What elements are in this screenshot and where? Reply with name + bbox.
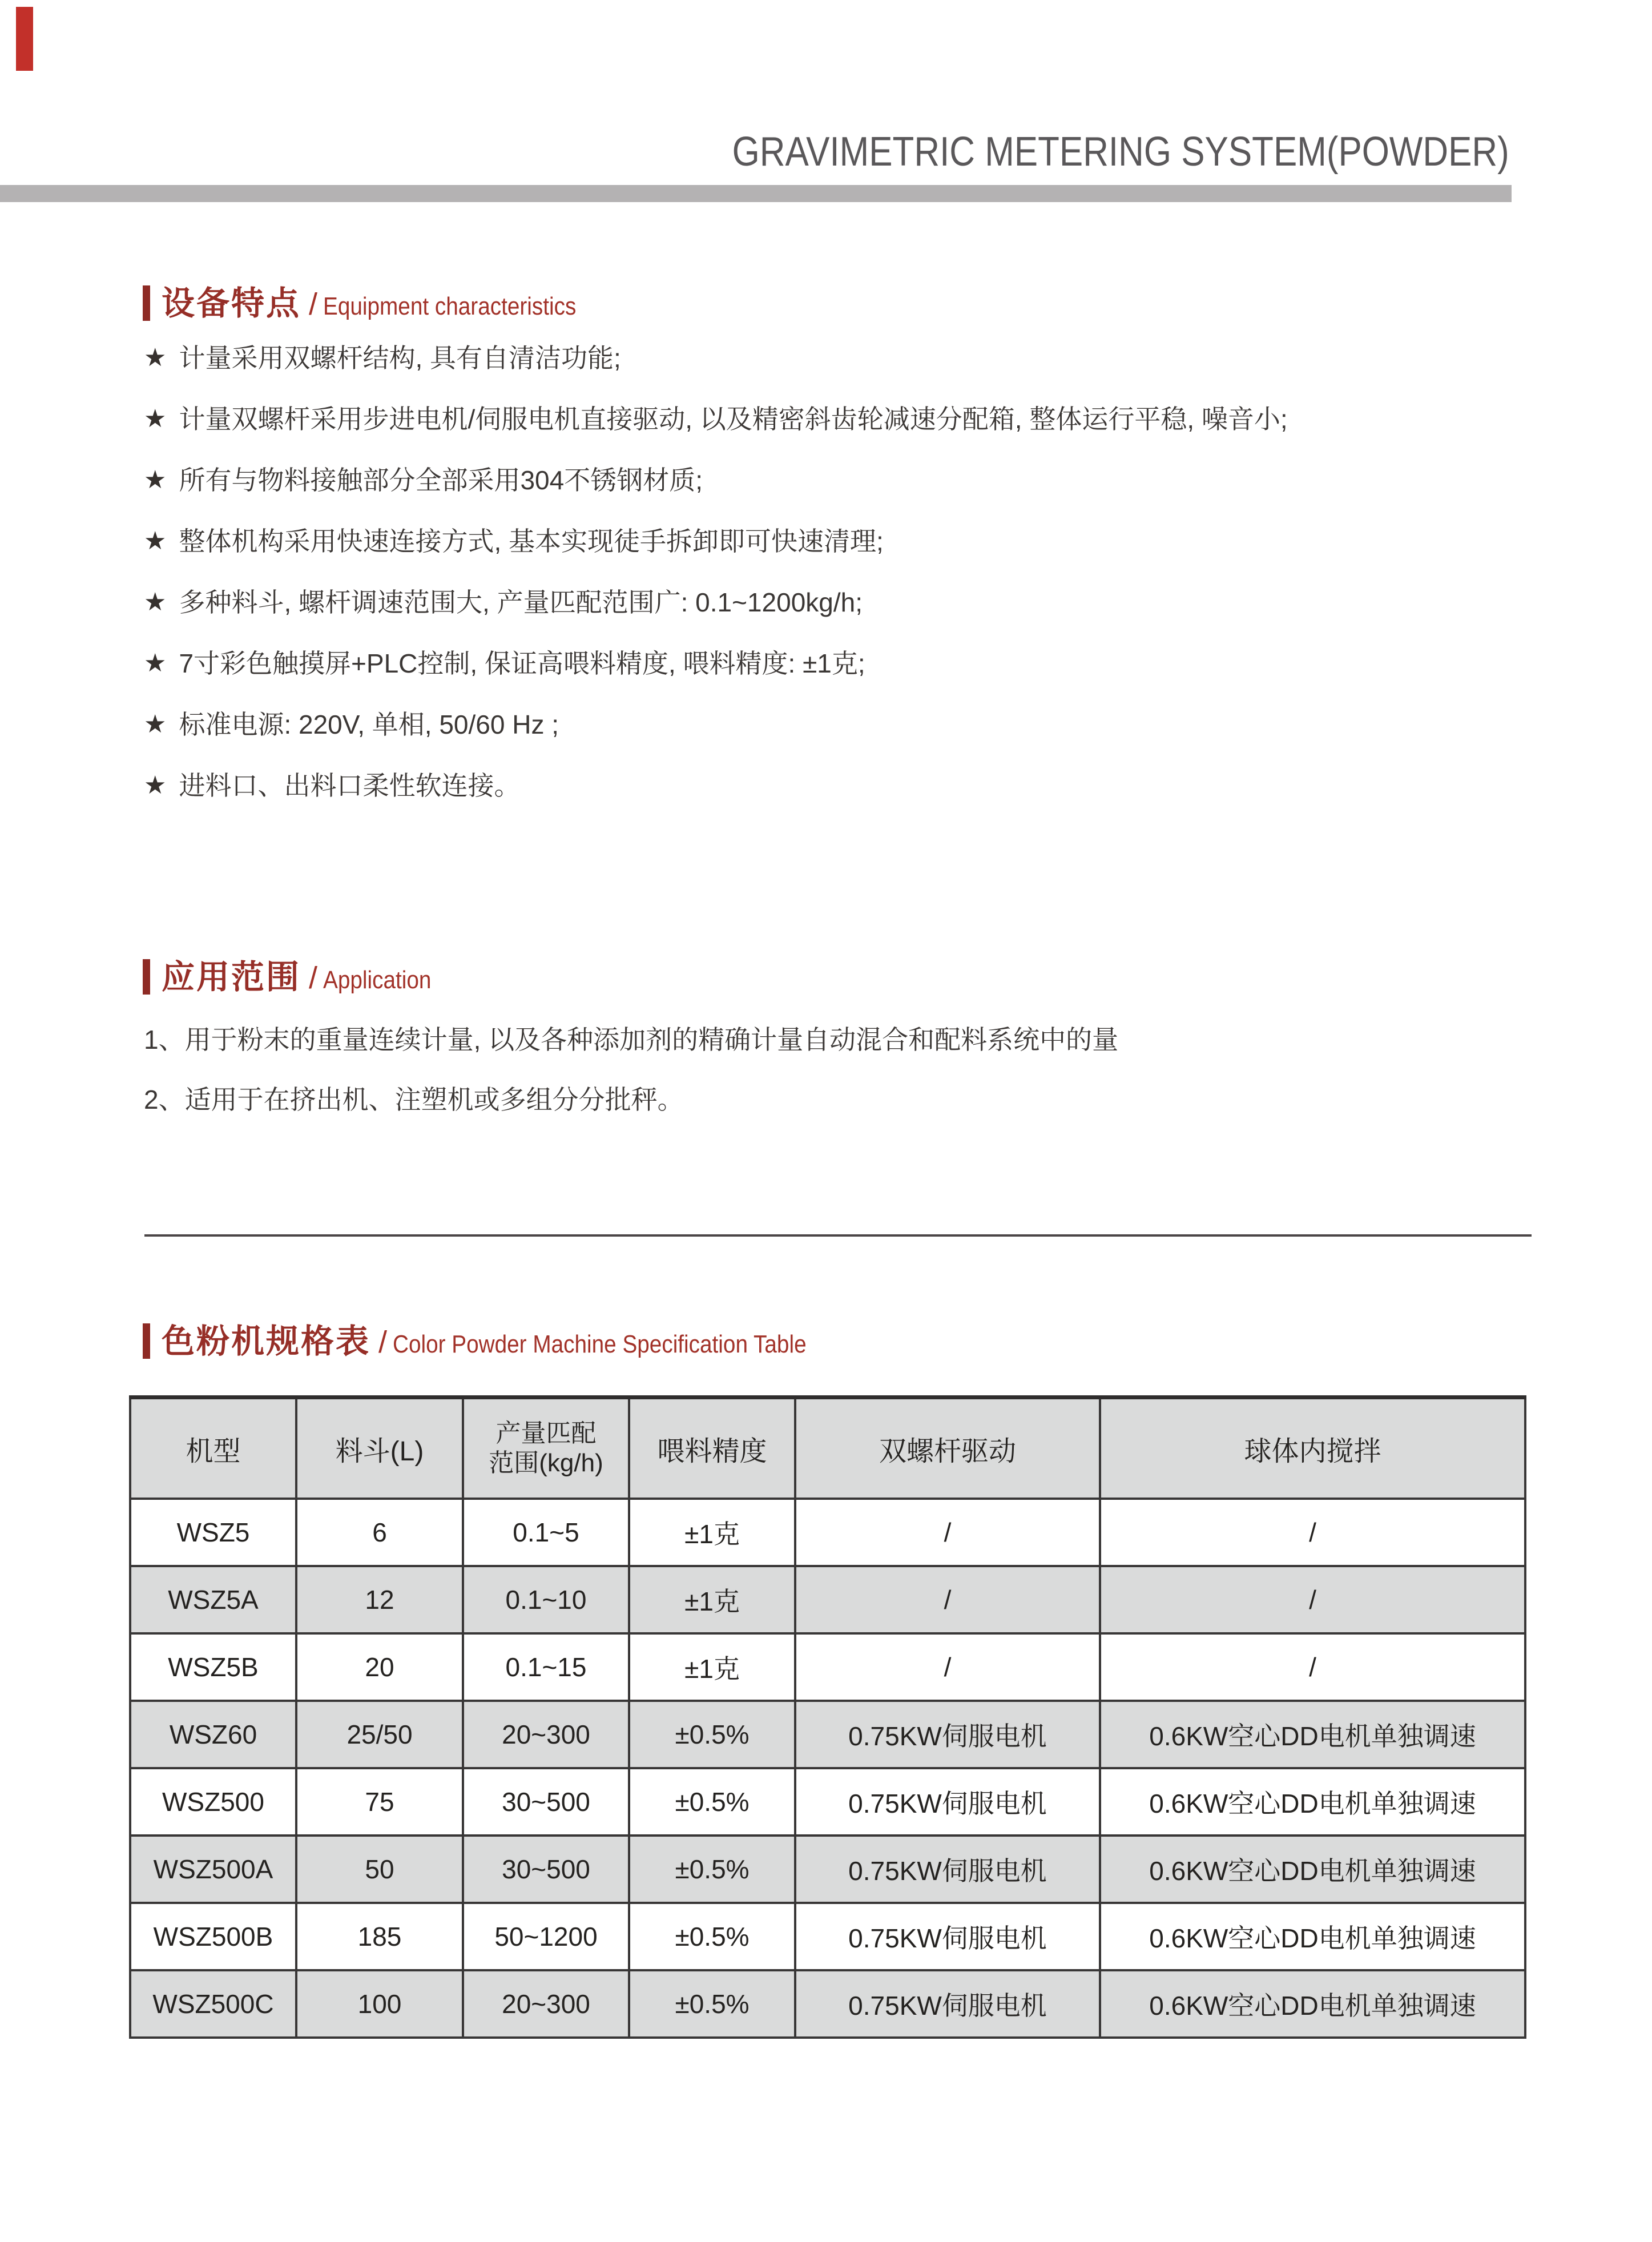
table-cell-model: WSZ500A bbox=[130, 1836, 296, 1903]
table-cell-model: WSZ5A bbox=[130, 1566, 296, 1633]
feature-bullet-text: 标准电源: 220V, 单相, 50/60 Hz ; bbox=[179, 709, 559, 739]
table-row bbox=[130, 1701, 1525, 1768]
table-cell: 0.1~15 bbox=[463, 1633, 629, 1701]
table-cell: / bbox=[795, 1566, 1100, 1633]
table-header-line: 范围(kg/h) bbox=[489, 1449, 603, 1477]
table-cell: / bbox=[1100, 1566, 1525, 1633]
table-cell: 30~500 bbox=[463, 1768, 629, 1836]
section-title-en: Application bbox=[323, 966, 432, 994]
feature-bullet-text: 多种料斗, 螺杆调速范围大, 产量匹配范围广: 0.1~1200kg/h; bbox=[179, 587, 863, 617]
star-icon: ★ bbox=[144, 404, 167, 433]
table-header-line: 产量匹配 bbox=[495, 1419, 597, 1447]
feature-bullet bbox=[144, 449, 1514, 510]
table-cell-model: WSZ5 bbox=[130, 1499, 296, 1566]
section-accent-bar bbox=[143, 285, 150, 321]
table-cell-model: WSZ500 bbox=[130, 1768, 296, 1836]
application-item: 2、适用于在挤出机、注塑机或多组分分批秤。 bbox=[144, 1084, 684, 1114]
table-cell: 100 bbox=[296, 1970, 463, 2038]
table-row bbox=[130, 1903, 1525, 1970]
section-divider bbox=[144, 1234, 1532, 1237]
feature-bullet bbox=[144, 327, 1514, 388]
table-cell: ±0.5% bbox=[629, 1836, 795, 1903]
section-accent-bar bbox=[143, 959, 150, 995]
feature-bullet-text: 进料口、出料口柔性软连接。 bbox=[179, 770, 521, 800]
section-title-slash: / bbox=[309, 287, 318, 321]
feature-bullet-text: 计量采用双螺杆结构, 具有自清洁功能; bbox=[179, 343, 621, 373]
table-cell: 0.75KW伺服电机 bbox=[795, 1701, 1100, 1768]
table-cell-model: WSZ5B bbox=[130, 1633, 296, 1701]
table-header-cell: 料斗(L) bbox=[296, 1398, 463, 1499]
table-row bbox=[130, 1633, 1525, 1701]
feature-bullet bbox=[144, 694, 1514, 755]
table-cell: 0.6KW空心DD电机单独调速 bbox=[1100, 1903, 1525, 1970]
table-cell: 0.75KW伺服电机 bbox=[795, 1970, 1100, 2038]
section-title-zh: 色粉机规格表 bbox=[162, 1323, 371, 1360]
table-header-row bbox=[130, 1398, 1525, 1499]
table-cell: / bbox=[795, 1633, 1100, 1701]
table-cell: / bbox=[795, 1499, 1100, 1566]
star-icon: ★ bbox=[144, 710, 167, 738]
table-cell: 0.1~5 bbox=[463, 1499, 629, 1566]
table-header-cell bbox=[463, 1398, 629, 1499]
section-title-slash: / bbox=[378, 1325, 388, 1359]
feature-bullet-text: 7寸彩色触摸屏+PLC控制, 保证高喂料精度, 喂料精度: ±1克; bbox=[179, 648, 865, 678]
table-row bbox=[130, 1499, 1525, 1566]
section-title-en: Equipment characteristics bbox=[323, 292, 577, 320]
application-item-list bbox=[144, 1009, 1514, 1129]
table-cell-model: WSZ500B bbox=[130, 1903, 296, 1970]
star-icon: ★ bbox=[144, 465, 167, 494]
feature-bullet-text: 整体机构采用快速连接方式, 基本实现徒手拆卸即可快速清理; bbox=[179, 526, 884, 556]
feature-bullet bbox=[144, 510, 1514, 571]
section-accent-bar bbox=[143, 1323, 150, 1359]
section-title-slash: / bbox=[309, 961, 318, 995]
table-cell-model: WSZ60 bbox=[130, 1701, 296, 1768]
table-row bbox=[130, 1768, 1525, 1836]
table-cell: 30~500 bbox=[463, 1836, 629, 1903]
table-cell: 0.6KW空心DD电机单独调速 bbox=[1100, 1701, 1525, 1768]
table-cell: 20~300 bbox=[463, 1701, 629, 1768]
section-header-features bbox=[143, 285, 611, 321]
table-cell: 0.6KW空心DD电机单独调速 bbox=[1100, 1970, 1525, 2038]
section-title-zh: 应用范围 bbox=[162, 959, 301, 996]
table-cell: 185 bbox=[296, 1903, 463, 1970]
feature-bullet-list bbox=[144, 327, 1514, 816]
star-icon: ★ bbox=[144, 649, 167, 677]
feature-bullet bbox=[144, 755, 1514, 816]
section-header-application bbox=[143, 959, 446, 995]
table-header-cell: 喂料精度 bbox=[629, 1398, 795, 1499]
feature-bullet-text: 计量双螺杆采用步进电机/伺服电机直接驱动, 以及精密斜齿轮减速分配箱, 整体运行平稳, 噪音小; bbox=[179, 404, 1288, 434]
star-icon: ★ bbox=[144, 526, 167, 555]
table-header-cell: 球体内搅拌 bbox=[1100, 1398, 1525, 1499]
page-title: GRAVIMETRIC METERING SYSTEM(POWDER) bbox=[732, 129, 1509, 175]
table-cell: ±1克 bbox=[629, 1566, 795, 1633]
table-cell: 20~300 bbox=[463, 1970, 629, 2038]
table-row bbox=[130, 1836, 1525, 1903]
table-cell: 25/50 bbox=[296, 1701, 463, 1768]
table-cell: ±0.5% bbox=[629, 1768, 795, 1836]
table-cell: 50 bbox=[296, 1836, 463, 1903]
table-cell: 0.1~10 bbox=[463, 1566, 629, 1633]
table-cell: 6 bbox=[296, 1499, 463, 1566]
table-cell: 0.75KW伺服电机 bbox=[795, 1768, 1100, 1836]
table-cell: ±1克 bbox=[629, 1633, 795, 1701]
table-cell: 0.6KW空心DD电机单独调速 bbox=[1100, 1768, 1525, 1836]
table-cell: 0.6KW空心DD电机单独调速 bbox=[1100, 1836, 1525, 1903]
table-cell: ±0.5% bbox=[629, 1701, 795, 1768]
section-title-en: Color Powder Machine Specification Table bbox=[393, 1330, 807, 1358]
feature-bullet bbox=[144, 388, 1514, 449]
feature-bullet bbox=[144, 571, 1514, 633]
section-header-spec-table bbox=[143, 1323, 863, 1359]
feature-bullet-text: 所有与物料接触部分全部采用304不锈钢材质; bbox=[179, 465, 703, 495]
table-cell: 0.75KW伺服电机 bbox=[795, 1903, 1100, 1970]
table-header-cell: 双螺杆驱动 bbox=[795, 1398, 1100, 1499]
red-corner-ribbon bbox=[16, 7, 33, 71]
feature-bullet bbox=[144, 633, 1514, 694]
table-cell: ±0.5% bbox=[629, 1970, 795, 2038]
table-cell: 50~1200 bbox=[463, 1903, 629, 1970]
spec-table bbox=[129, 1395, 1526, 2039]
application-item: 1、用于粉末的重量连续计量, 以及各种添加剂的精确计量自动混合和配料系统中的量 bbox=[144, 1024, 1119, 1054]
table-cell: / bbox=[1100, 1499, 1525, 1566]
table-cell: / bbox=[1100, 1633, 1525, 1701]
table-cell-model: WSZ500C bbox=[130, 1970, 296, 2038]
table-row bbox=[130, 1566, 1525, 1633]
table-cell: ±1克 bbox=[629, 1499, 795, 1566]
table-row bbox=[130, 1970, 1525, 2038]
star-icon: ★ bbox=[144, 343, 167, 372]
star-icon: ★ bbox=[144, 771, 167, 799]
table-cell: ±0.5% bbox=[629, 1903, 795, 1970]
table-cell: 20 bbox=[296, 1633, 463, 1701]
header-rule bbox=[0, 185, 1512, 202]
table-cell: 75 bbox=[296, 1768, 463, 1836]
section-title-zh: 设备特点 bbox=[162, 285, 301, 322]
star-icon: ★ bbox=[144, 587, 167, 616]
table-cell: 0.75KW伺服电机 bbox=[795, 1836, 1100, 1903]
table-header-cell: 机型 bbox=[130, 1398, 296, 1499]
table-cell: 12 bbox=[296, 1566, 463, 1633]
